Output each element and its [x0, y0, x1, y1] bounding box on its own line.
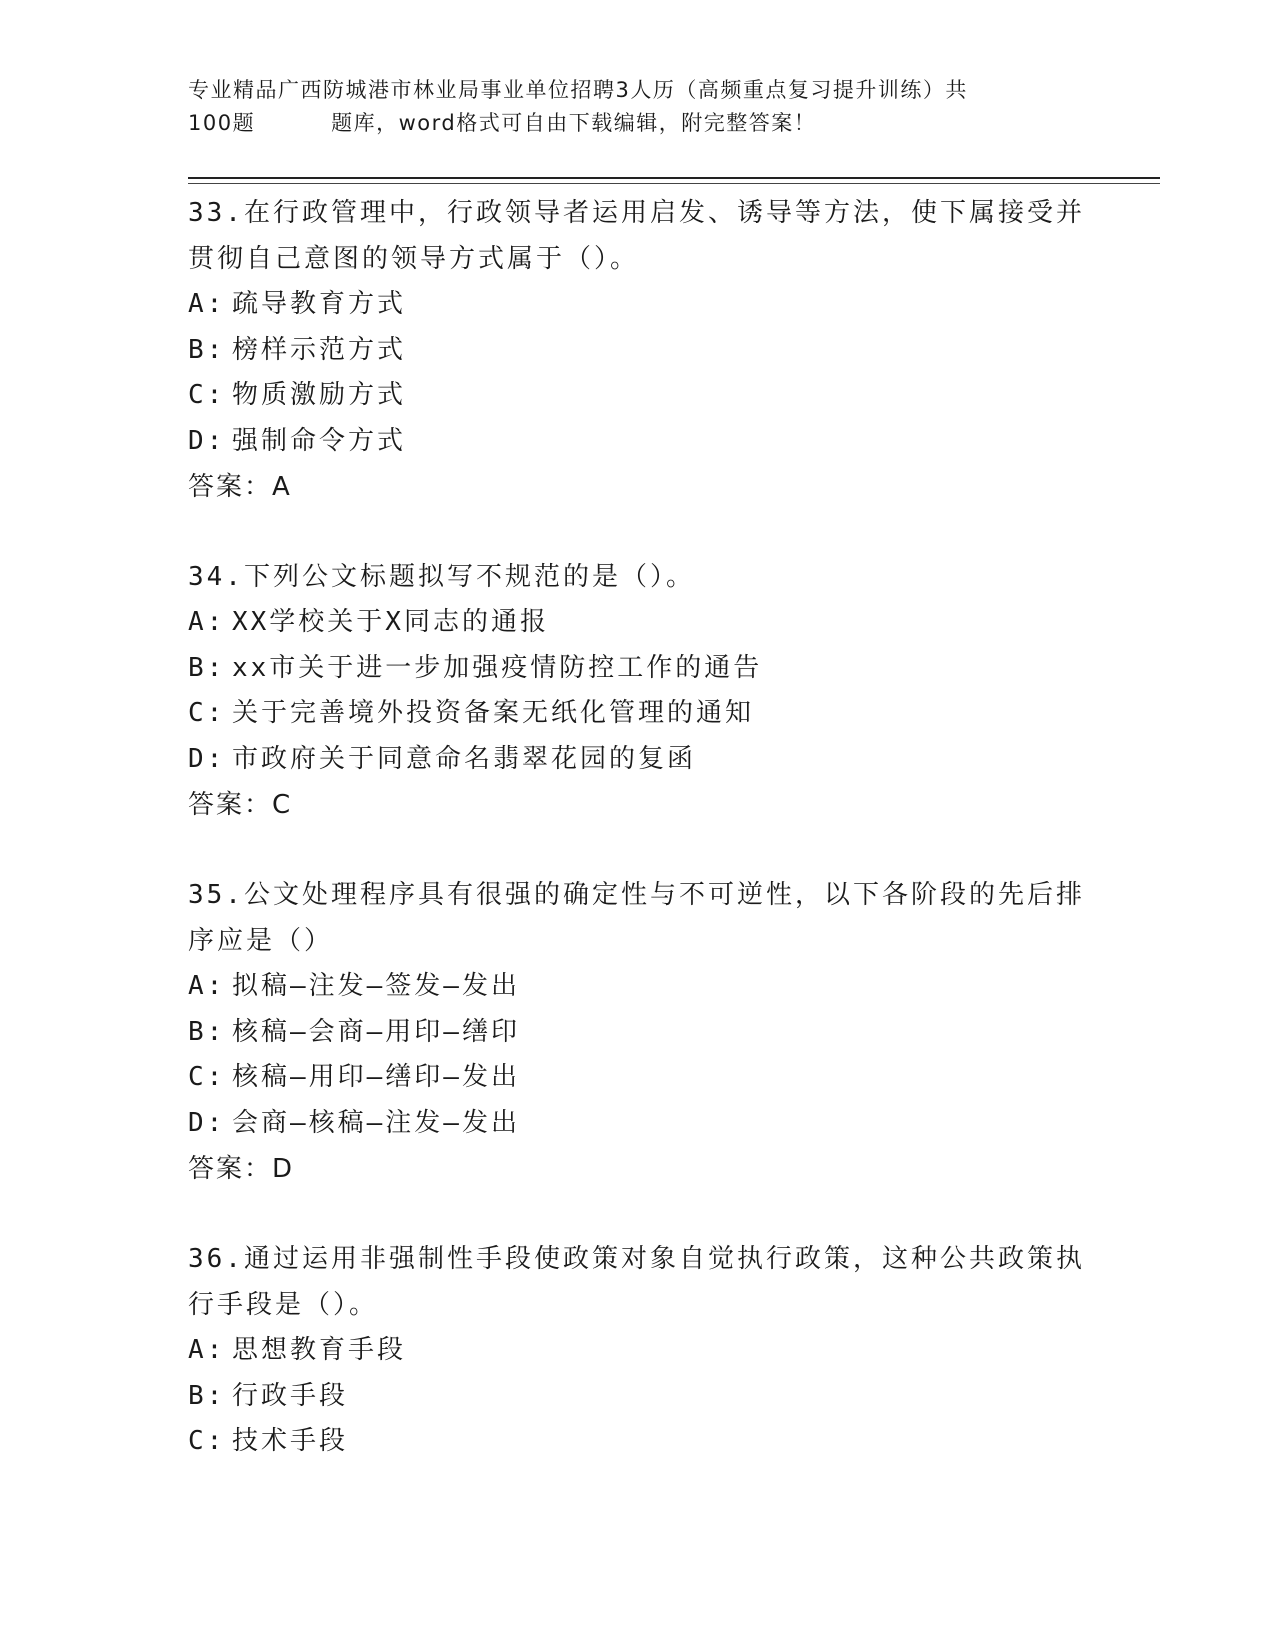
option-text: XX学校关于X同志的通报	[232, 607, 549, 637]
option-c	[188, 1419, 1088, 1465]
question-spacer	[188, 828, 1088, 872]
option-text: 强制命令方式	[232, 425, 407, 456]
header-title-line-1: 专业精品广西防城港市林业局事业单位招聘3人历（高频重点复习提升训练）共	[188, 78, 968, 102]
option-label: C:	[188, 698, 226, 728]
option-label: D:	[188, 425, 226, 456]
option-text: 拟稿—注发—签发—发出	[232, 971, 520, 1001]
option-b	[188, 1374, 1088, 1420]
option-c	[188, 691, 1088, 737]
option-text: xx市关于进一步加强疫情防控工作的通告	[232, 652, 763, 683]
option-b	[188, 646, 1088, 692]
answer: 答案：A	[188, 472, 292, 502]
question-list	[188, 190, 1088, 1465]
option-label: C:	[188, 1062, 226, 1092]
header-title-line-2	[188, 107, 1088, 140]
option-a	[188, 964, 1088, 1010]
question-35	[188, 872, 1088, 1192]
question-33	[188, 190, 1088, 510]
answer: 答案：C	[188, 790, 293, 820]
option-label: A:	[188, 971, 226, 1001]
option-label: A:	[188, 607, 226, 637]
header-divider-thick	[188, 177, 1160, 179]
option-a	[188, 600, 1088, 646]
option-text: 物质激励方式	[232, 380, 407, 410]
question-stem-line-1: 35.公文处理程序具有很强的确定性与不可逆性，以下各阶段的先后排	[188, 880, 1085, 910]
question-stem-line-2: 行手段是（）。	[188, 1290, 379, 1320]
option-label: D:	[188, 1107, 226, 1138]
option-d	[188, 737, 1088, 783]
option-text: 核稿—会商—用印—缮印	[232, 1016, 520, 1047]
option-a	[188, 1328, 1088, 1374]
option-label: A:	[188, 289, 226, 319]
question-36	[188, 1236, 1088, 1465]
question-stem-line-2: 序应是（）	[188, 926, 334, 956]
question-stem-line-2: 贯彻自己意图的领导方式属于（）。	[188, 244, 640, 274]
option-d	[188, 419, 1088, 465]
option-label: B:	[188, 652, 226, 683]
option-text: 市政府关于同意命名翡翠花园的复函	[232, 743, 697, 774]
option-text: 思想教育手段	[232, 1335, 407, 1365]
option-d	[188, 1101, 1088, 1147]
question-spacer	[188, 1192, 1088, 1236]
answer: 答案：D	[188, 1154, 295, 1184]
question-stem-line-1: 36.通过运用非强制性手段使政策对象自觉执行政策，这种公共政策执	[188, 1244, 1085, 1274]
option-text: 核稿—用印—缮印—发出	[232, 1062, 520, 1092]
option-text: 行政手段	[232, 1380, 349, 1411]
header-subtitle: 题库，word格式可自由下载编辑，附完整答案！	[331, 111, 817, 135]
option-b	[188, 328, 1088, 374]
option-text: 关于完善境外投资备案无纸化管理的通知	[232, 698, 755, 728]
header-question-count: 100题	[188, 111, 256, 135]
question-stem-line-1: 33.在行政管理中，行政领导者运用启发、诱导等方法，使下属接受并	[188, 198, 1085, 228]
option-text: 榜样示范方式	[232, 334, 407, 365]
option-label: D:	[188, 743, 226, 774]
question-stem-line-1: 34.下列公文标题拟写不规范的是（）。	[188, 562, 695, 592]
option-a	[188, 282, 1088, 328]
option-label: B:	[188, 1016, 226, 1047]
header-divider-thin	[188, 183, 1160, 184]
document-header	[188, 74, 1088, 140]
option-label: C:	[188, 1426, 226, 1456]
option-text: 技术手段	[232, 1426, 349, 1456]
option-label: B:	[188, 1380, 226, 1411]
option-b	[188, 1010, 1088, 1056]
option-label: A:	[188, 1335, 226, 1365]
option-text: 疏导教育方式	[232, 289, 407, 319]
option-c	[188, 373, 1088, 419]
question-spacer	[188, 510, 1088, 554]
option-c	[188, 1055, 1088, 1101]
question-34	[188, 554, 1088, 828]
option-label: B:	[188, 334, 226, 365]
option-label: C:	[188, 380, 226, 410]
option-text: 会商—核稿—注发—发出	[232, 1107, 520, 1138]
